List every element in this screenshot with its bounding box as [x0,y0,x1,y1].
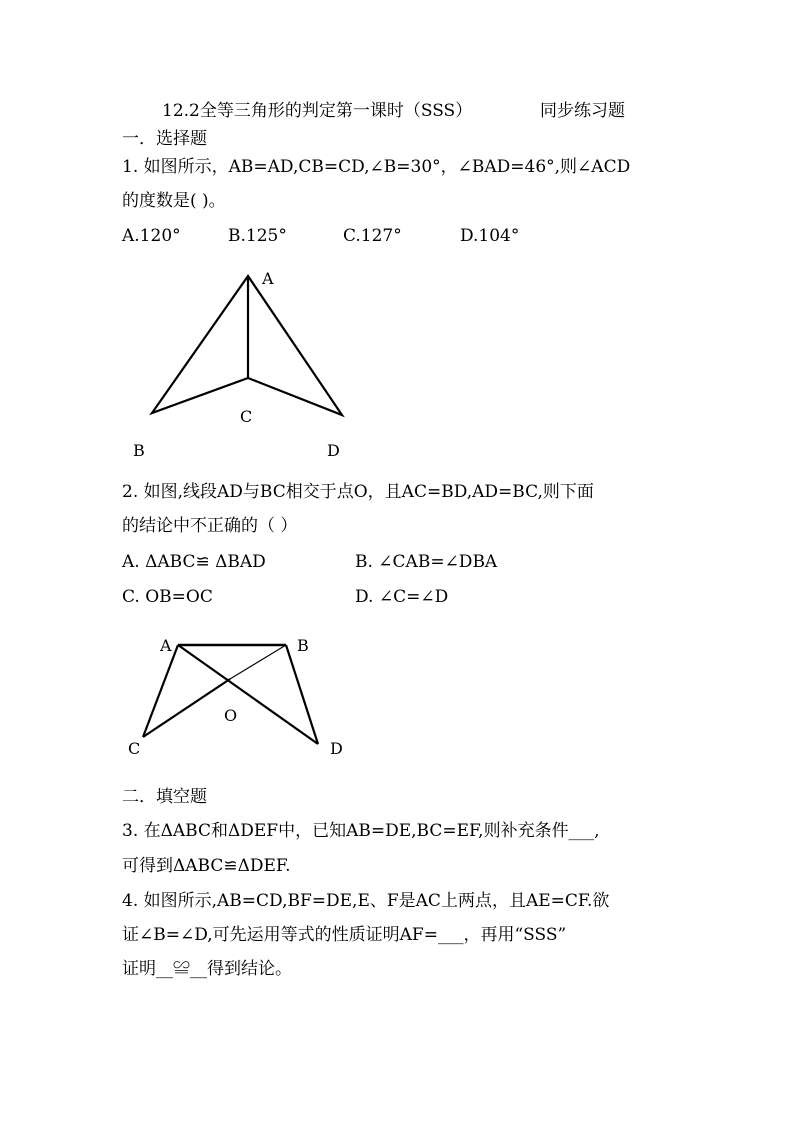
question-2-option-b: B. ∠CAB=∠DBA [355,552,498,572]
q2-segment-bo [230,645,286,679]
question-1-option-c: C.127° [343,226,402,246]
question-2-option-a: A. ΔABC≌ ΔBAD [122,552,266,572]
question-1-option-b: B.125° [228,226,287,246]
page-title-suffix: 同步练习题 [540,101,625,121]
section-heading-fill: 二．填空题 [122,787,207,807]
q2-segment-ac [143,645,178,737]
q2-segment-oc [143,679,230,737]
question-4-line-3: 证明__≌__得到结论。 [122,959,292,979]
question-1-option-d: D.104° [460,226,520,246]
q1-label-c: C [240,407,253,426]
question-3-line-1: 3. 在ΔABC和ΔDEF中，已知AB=DE,BC=EF,则补充条件___, [122,821,600,841]
q2-segment-ad [178,645,318,744]
question-1-line-2: 的度数是( )。 [122,191,226,211]
question-3-line-2: 可得到ΔABC≌ΔDEF. [122,856,291,876]
page-title: 12.2全等三角形的判定第一课时（SSS） [162,101,473,121]
q1-label-a: A [262,269,274,288]
question-2-line-1: 2. 如图,线段AD与BC相交于点O，且AC=BD,AD=BC,则下面 [122,482,594,502]
question-2-option-d: D. ∠C=∠D [355,587,449,607]
q2-label-b: B [297,636,309,655]
question-4-line-2: 证∠B=∠D,可先运用等式的性质证明AF=___，再用“SSS” [122,925,567,945]
q2-label-a: A [160,636,172,655]
section-heading-choice: 一．选择题 [122,129,207,149]
q2-segment-bd [286,645,318,744]
question-2-option-c: C. OB=OC [122,587,213,607]
q1-label-d: D [327,441,340,460]
q2-label-d: D [330,739,343,758]
question-1-option-a: A.120° [122,226,181,246]
question-4-line-1: 4. 如图所示,AB=CD,BF=DE,E、F是AC上两点，且AE=CF.欲 [122,891,610,911]
q2-label-o: O [224,706,238,725]
question-2-line-2: 的结论中不正确的（ ） [122,516,298,536]
question-1-line-1: 1. 如图所示，AB=AD,CB=CD,∠B=30°，∠BAD=46°,则∠ACD [122,157,631,177]
q2-label-c: C [128,739,141,758]
q1-label-b: B [133,441,145,460]
